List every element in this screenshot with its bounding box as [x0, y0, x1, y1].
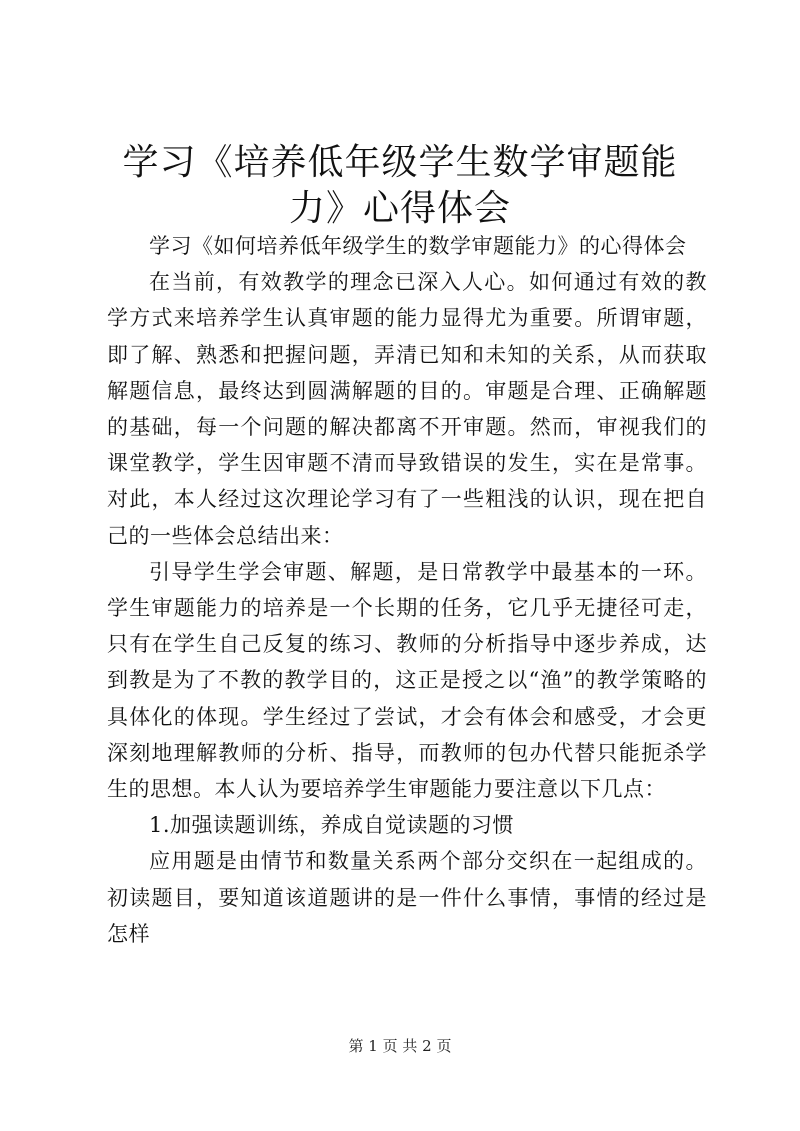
body-paragraph: 引导学生学会审题、解题，是日常教学中最基本的一环。学生审题能力的培养是一个长期的任务，它几乎无捷径可走，只有在学生自己反复的练习、教师的分析指导中逐步养成，达到教是为了不教的教学目的，这正是授之以“渔”的教学策略的具体化的体现。学生经过了尝试，才会有体会和感受，才会更深刻地理解教师的分析、指导，而教师的包办代替只能扼杀学生的思想。本人认为要培养学生审题能力要注意以下几点： [107, 559, 707, 802]
section-heading: 1.加强读题训练，养成自觉读题的习惯 [149, 813, 515, 838]
document-title: 学习《培养低年级学生数学审题能力》心得体会 [122, 142, 678, 229]
page-footer: 第 1 页 共 2 页 [348, 1037, 452, 1055]
document-subtitle: 学习《如何培养低年级学生的数学审题能力》的心得体会 [149, 234, 687, 258]
section-paragraph: 应用题是由情节和数量关系两个部分交织在一起组成的。初读题目，要知道该道题讲的是一件什么事情，事情的经过是怎样 [107, 849, 707, 946]
body-paragraph: 在当前，有效教学的理念已深入人心。如何通过有效的教学方式来培养学生认真审题的能力显得尤为重要。所谓审题，即了解、熟悉和把握问题，弄清已知和未知的关系，从而获取解题信息，最终达到圆满解题的目的。审题是合理、正确解题的基础，每一个问题的解决都离不开审题。然而，审视我们的课堂教学，学生因审题不清而导致错误的发生，实在是常事。对此，本人经过这次理论学习有了一些粗浅的认识，现在把自己的一些体会总结出来： [107, 270, 707, 548]
document-body [107, 228, 707, 952]
